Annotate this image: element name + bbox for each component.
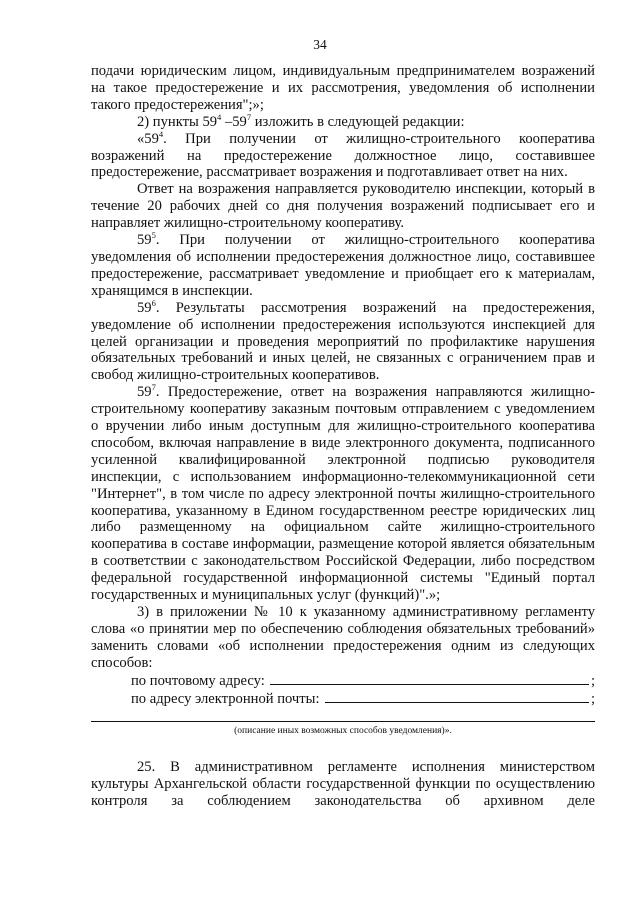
text-fragment: «59 xyxy=(137,130,159,147)
paragraph-59-6 xyxy=(91,297,595,385)
paragraph-continuation: подачи юридическим лицом, индивидуальным предпринимателем возражений на такое предостережение и их рассмотрения, уведомления об исполнении такого предостережения";»; xyxy=(91,63,595,113)
blank-line xyxy=(270,672,589,685)
superscript: 5 xyxy=(151,230,156,241)
superscript: 6 xyxy=(151,297,156,308)
paragraph-59-5 xyxy=(91,232,595,300)
paragraph-reply: Ответ на возражения направляется руководителю инспекции, который в течение 20 рабочих дней со дня получения возражений подписывает его и направляет жилищно-строительному кооперативу. xyxy=(91,181,595,232)
text-fragment: 59 xyxy=(137,232,152,249)
email-address-line xyxy=(91,690,595,708)
superscript: 4 xyxy=(217,111,222,122)
text-fragment: . Результаты рассмотрения возражений на предостережения, уведомление об исполнении предостережения используются инспекцией для целей организации и проведения мероприятий по профилактике нарушения обязательных требований и иных целей, не связанных с ограничением прав и свобод жилищно-строительных кооперативов. xyxy=(91,299,595,384)
text-fragment: 59 xyxy=(137,384,152,401)
text-fragment: 2) пункты 59 xyxy=(137,113,218,130)
paragraph-item-2 xyxy=(91,111,595,131)
paragraph-25: 25. В административном регламенте исполнения министерством культуры Архангельской области государственной функции по осуществлению контроля за соблюдением законодательства об архивном деле xyxy=(91,759,595,810)
email-address-label: по адресу электронной почты: xyxy=(131,690,324,707)
paragraph-59-7 xyxy=(91,384,595,604)
paragraph-59-4 xyxy=(91,128,595,182)
line-end: ; xyxy=(590,672,595,689)
text-fragment: . При получении от жилищно-строительного кооператива возражений на предостережение должностное лицо, составившее предостережение, рассматривает возражения и подготавливает ответ на них. xyxy=(91,130,595,181)
superscript: 7 xyxy=(246,111,252,122)
page-number: 34 xyxy=(313,37,327,52)
separator-line xyxy=(91,721,595,722)
superscript: 4 xyxy=(158,128,164,139)
text-fragment: . Предостережение, ответ на возражения направляются жилищно-строительному кооперативу заказным почтовым отправлением с уведомлением о вручении либо иным доступным для жилищно-строительного кооператива способом, включая направление в виде электронного документа, подписанного усиленной квалифицированной электронной подписью руководителя инспекции, с использованием информационно-телекоммуникационной сети "Интернет", в том числе по адресу электронной почты жилищно-строительного кооператива, указанному в Едином государственном реестре юридических лиц либо размещенному на официальном сайте жилищно-строительного кооператива в составе информации, размещение которой является обязательным в соответствии с законодательством Российской Федерации, либо посредством федеральной государственной информационной системы "Единый портал государственных и муниципальных услуг (функций)".»; xyxy=(91,384,595,604)
spacer xyxy=(91,737,595,759)
separator-caption: (описание иных возможных способов уведомления)». xyxy=(234,726,452,737)
postal-address-line xyxy=(91,672,595,690)
line-end: ; xyxy=(590,690,595,707)
text-fragment: 59 xyxy=(137,299,152,316)
text-fragment: изложить в следующей редакции: xyxy=(251,113,465,130)
text-fragment: –59 xyxy=(221,113,247,130)
document-body xyxy=(91,63,595,810)
blank-line xyxy=(325,690,589,703)
postal-address-label: по почтовому адресу: xyxy=(131,672,269,689)
superscript: 7 xyxy=(151,382,156,393)
text-fragment: . При получении от жилищно-строительного кооператива уведомления об исполнении предостережения должностное лицо, составившее предостережение, рассматривает уведомление и приобщает его к материалам, хранящимся в инспекции. xyxy=(91,232,595,299)
paragraph-item-3: 3) в приложении № 10 к указанному административному регламенту слова «о принятии мер по обеспечению соблюдения обязательных требований» заменить словами «об исполнении предостережения одним из следующих способов: xyxy=(91,604,595,671)
